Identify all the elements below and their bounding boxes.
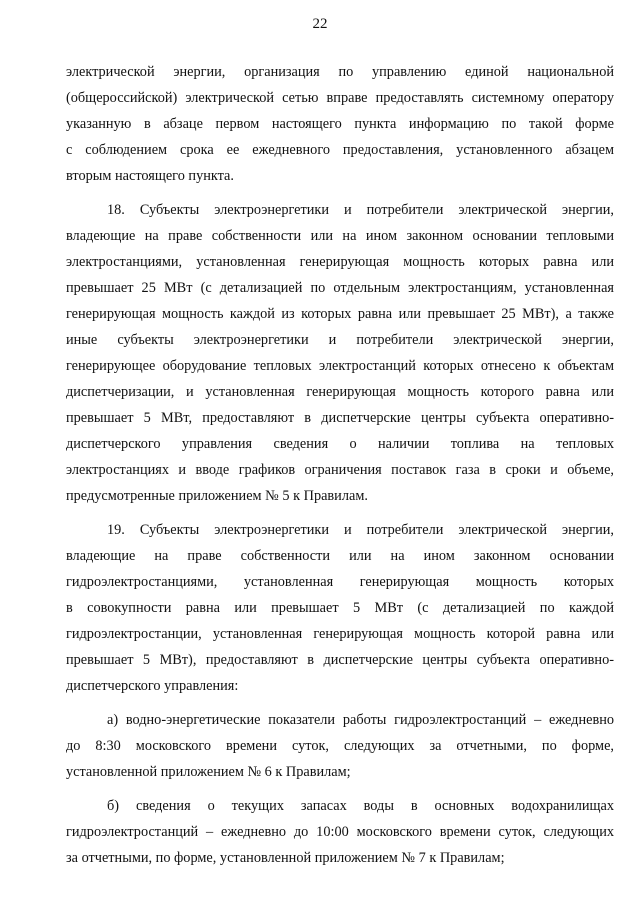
text-line: владеющие на праве собственности или на ином законном основании — [66, 548, 614, 564]
text-line: владеющие на праве собственности или на ином законном основании тепловыми — [66, 228, 614, 244]
text-line: электростанциях и вводе графиков ограничения поставок газа в сроки и объеме, — [66, 462, 614, 478]
text-line: предусмотренные приложением № 5 к Правилам. — [66, 488, 368, 504]
text-line: генерирующее оборудование тепловых электростанций которых отнесено к объектам — [66, 358, 614, 374]
text-line: а) водно-энергетические показатели работы гидроэлектростанций – ежедневно — [107, 712, 614, 728]
text-line: б) сведения о текущих запасах воды в основных водохранилищах — [107, 798, 614, 814]
text-line: 18. Субъекты электроэнергетики и потребители электрической энергии, — [107, 202, 614, 218]
text-line: диспетчерского управления: — [66, 678, 239, 694]
text-line: (общероссийской) электрической сетью вправе предоставлять системному оператору — [66, 90, 614, 106]
text-line: электростанциями, установленная генерирующая мощность которых равна или — [66, 254, 614, 270]
text-line: с соблюдением срока ее ежедневного предоставления, установленного абзацем — [66, 142, 614, 158]
text-line: генерирующая мощность каждой из которых равна или превышает 25 МВт), а также — [66, 306, 614, 322]
text-line: иные субъекты электроэнергетики и потребители электрической энергии, — [66, 332, 614, 348]
document-body — [66, 59, 614, 871]
text-line: электрической энергии, организация по управлению единой национальной — [66, 64, 614, 80]
text-line: до 8:30 московского времени суток, следующих за отчетными, по форме, — [66, 738, 614, 754]
paragraph-19 — [66, 517, 614, 699]
text-line: превышает 5 МВт), предоставляют в диспетчерские центры субъекта оперативно- — [66, 652, 614, 668]
text-line: указанную в абзаце первом настоящего пункта информацию по такой форме — [66, 116, 614, 132]
text-line: превышает 25 МВт (с детализацией по отдельным электростанциям, установленная — [66, 280, 614, 296]
paragraph-18 — [66, 197, 614, 509]
page-number: 22 — [312, 16, 328, 32]
text-line: гидроэлектростанций – ежедневно до 10:00 московского времени суток, следующих — [66, 824, 614, 840]
text-line: установленной приложением № 6 к Правилам; — [66, 764, 351, 780]
text-line: диспетчеризации, и установленная генерирующая мощность которого равна или — [66, 384, 614, 400]
text-line: 19. Субъекты электроэнергетики и потребители электрической энергии, — [107, 522, 614, 538]
text-line: гидроэлектростанции, установленная генерирующая мощность которой равна или — [66, 626, 614, 642]
text-line: вторым настоящего пункта. — [66, 168, 234, 184]
paragraph-continuation — [66, 59, 614, 189]
text-line: гидроэлектростанциями, установленная генерирующая мощность которых — [66, 574, 614, 590]
text-line: в совокупности равна или превышает 5 МВт (с детализацией по каждой — [66, 600, 614, 616]
paragraph-19b — [66, 793, 614, 871]
text-line: за отчетными, по форме, установленной приложением № 7 к Правилам; — [66, 850, 505, 866]
paragraph-19a — [66, 707, 614, 785]
text-line: диспетчерского управления сведения о наличии топлива на тепловых — [66, 436, 614, 452]
text-line: превышает 5 МВт, предоставляют в диспетчерские центры субъекта оперативно- — [66, 410, 614, 426]
